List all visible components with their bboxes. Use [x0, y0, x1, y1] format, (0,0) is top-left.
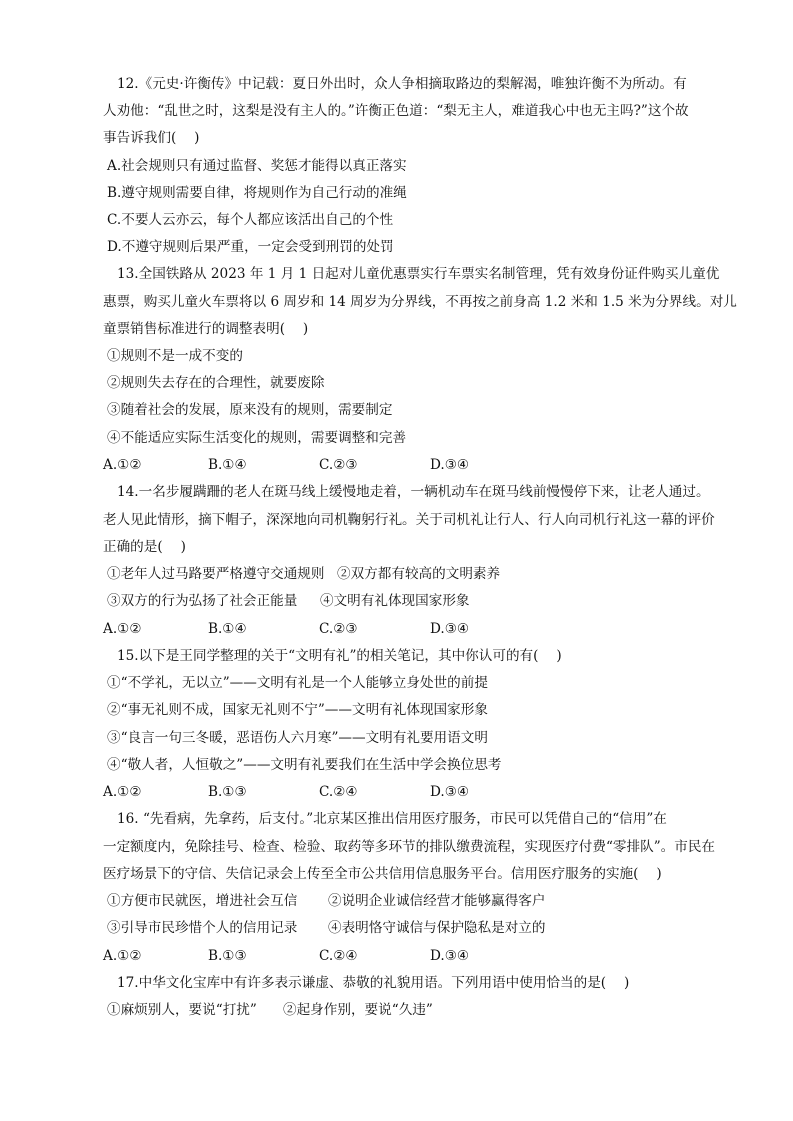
q16-statement-row-1	[107, 891, 737, 911]
q12-option-a: A.社会规则只有通过监督、奖惩才能得以真正落实	[107, 158, 407, 174]
q13-stem-line-2: 惠票，购买儿童火车票将以 6 周岁和 14 周岁为分界线，不再按之前身高 1.2 米和 1.5 米为分界线。对儿	[103, 294, 737, 310]
q13-choice-b: B.①④	[208, 457, 247, 473]
q15-statement-2: ②“事无礼则不成，国家无礼则不宁”——文明有礼体现国家形象	[107, 702, 488, 718]
q15-statement-4: ④“敬人者，人恒敬之”——文明有礼要我们在生活中学会换位思考	[107, 757, 502, 773]
q13-choice-a: A.①②	[103, 457, 142, 473]
q13-statement-1: ①规则不是一成不变的	[107, 348, 243, 364]
q15-choice-a: A.①②	[103, 784, 142, 800]
q16-statement-row-2	[107, 918, 737, 938]
q17-statement-row-1	[107, 1000, 737, 1020]
q15-choices	[103, 782, 703, 802]
q14-statement-3: ③双方的行为弘扬了社会正能量	[107, 593, 298, 609]
q13-choice-d: D.③④	[430, 457, 470, 473]
q14-choice-d: D.③④	[430, 621, 470, 637]
q13-statement-3: ③随着社会的发展，原来没有的规则，需要制定	[107, 402, 393, 418]
q13-stem-line-1: 13.全国铁路从 2023 年 1 月 1 日起对儿童优惠票实行车票实名制管理，凭有效身份证件购买儿童优	[117, 266, 720, 282]
q13-statement-4: ④不能适应实际生活变化的规则，需要调整和完善	[107, 430, 407, 446]
q13-statement-2: ②规则失去存在的合理性，就要废除	[107, 375, 325, 391]
q16-statement-4: ④表明恪守诚信与保护隐私是对立的	[328, 920, 546, 936]
q12-stem-line-2: 人劝他：“乱世之时，这梨是没有主人的。”许衡正色道：“梨无主人，难道我心中也无主吗?”这个故	[103, 103, 689, 119]
q12-stem-line-1: 12.《元史·许衡传》中记载：夏日外出时，众人争相摘取路边的梨解渴，唯独许衡不为所动。有	[117, 76, 687, 92]
q14-statement-2: ②双方都有较高的文明素养	[337, 566, 501, 582]
q12-option-b: B.遵守规则需要自律，将规则作为自己行动的准绳	[107, 185, 407, 201]
q15-choice-b: B.①③	[208, 784, 247, 800]
q15-stem-line-1: 15.以下是王同学整理的关于“文明有礼”的相关笔记，其中你认可的有( )	[117, 648, 562, 664]
q12-option-d: D.不遵守规则后果严重，一定会受到刑罚的处罚	[107, 239, 394, 255]
q16-statement-3: ③引导市民珍惜个人的信用记录	[107, 920, 298, 936]
q16-statement-1: ①方便市民就医，增进社会互信	[107, 893, 298, 909]
q15-choice-d: D.③④	[430, 784, 470, 800]
q16-stem-line-3: 医疗场景下的守信、失信记录会上传至全市公共信用信息服务平台。信用医疗服务的实施( )	[103, 866, 662, 882]
q13-choice-c: C.②③	[319, 457, 358, 473]
q16-statement-2: ②说明企业诚信经营才能够赢得客户	[328, 893, 546, 909]
q12-stem-line-3: 事告诉我们( )	[103, 130, 200, 146]
q17-statement-1: ①麻烦别人，要说“打扰”	[107, 1002, 257, 1018]
q14-stem-line-1: 14.一名步履蹒跚的老人在斑马线上缓慢地走着，一辆机动车在斑马线前慢慢停下来，让老人通过。	[117, 484, 710, 500]
q14-choices	[103, 619, 703, 639]
q14-choice-b: B.①④	[208, 621, 247, 637]
q17-statement-2: ②起身作别，要说“久违”	[283, 1002, 433, 1018]
q14-statement-4: ④文明有礼体现国家形象	[320, 593, 470, 609]
q14-choice-c: C.②③	[319, 621, 358, 637]
q15-statement-1: ①“不学礼，无以立”——文明有礼是一个人能够立身处世的前提	[107, 675, 488, 691]
q15-statement-3: ③“良言一句三冬暖，恶语伤人六月寒”——文明有礼要用语文明	[107, 730, 488, 746]
q14-statement-row-1	[107, 564, 737, 584]
q14-stem-line-3: 正确的是( )	[103, 539, 186, 555]
q16-choice-d: D.③④	[430, 948, 470, 964]
q14-statement-1: ①老年人过马路要严格遵守交通规则	[107, 566, 325, 582]
q15-choice-c: C.②④	[319, 784, 358, 800]
q16-choices	[103, 946, 703, 966]
q16-choice-a: A.①②	[103, 948, 142, 964]
q14-stem-line-2: 老人见此情形，摘下帽子，深深地向司机鞠躬行礼。关于司机礼让行人、行人向司机行礼这一幕的评价	[103, 512, 715, 528]
q17-stem-line-1: 17.中华文化宝库中有许多表示谦虚、恭敬的礼貌用语。下列用语中使用恰当的是( )	[117, 975, 630, 991]
q16-stem-line-2: 一定额度内，免除挂号、检查、检验、取药等多环节的排队缴费流程，实现医疗付费“零排队”。市民在	[103, 839, 716, 855]
q13-stem-line-3: 童票销售标准进行的调整表明( )	[103, 321, 309, 337]
q16-choice-b: B.①③	[208, 948, 247, 964]
q16-stem-line-1: 16. “先看病，先拿药，后支付。”北京某区推出信用医疗服务，市民可以凭借自己的“信用”在	[117, 811, 667, 827]
q12-option-c: C.不要人云亦云，每个人都应该活出自己的个性	[107, 212, 394, 228]
q16-choice-c: C.②④	[319, 948, 358, 964]
q14-statement-row-2	[107, 591, 737, 611]
q14-choice-a: A.①②	[103, 621, 142, 637]
q13-choices	[103, 455, 703, 475]
